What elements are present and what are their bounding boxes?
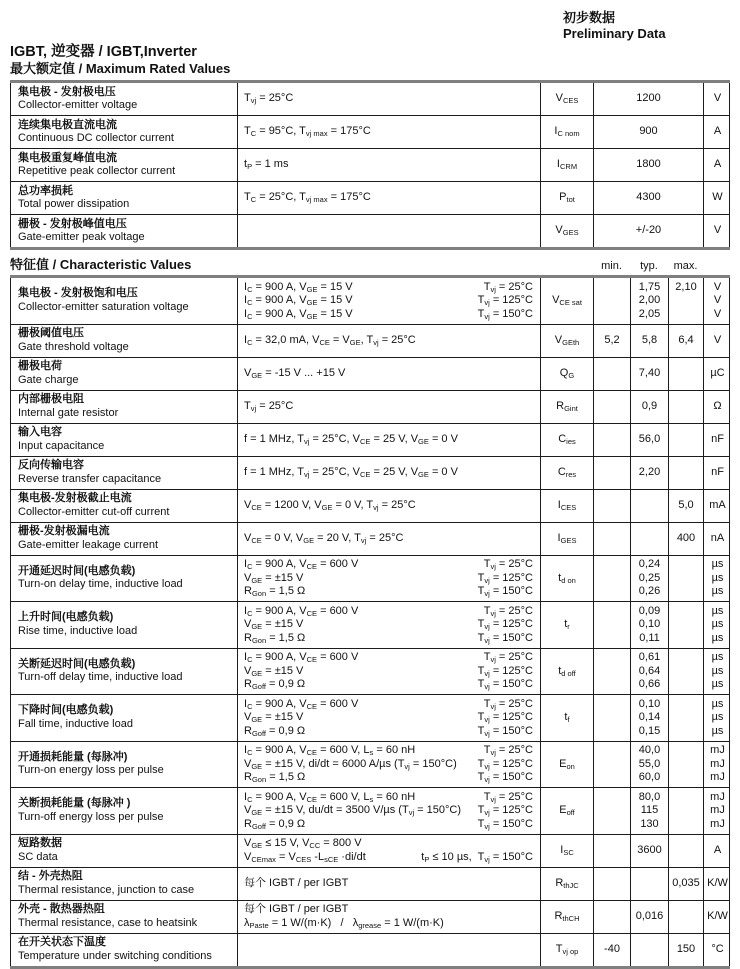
row-unit: V bbox=[713, 92, 722, 105]
parameter-name-en: Temperature under switching conditions bbox=[18, 949, 212, 962]
table-row bbox=[10, 835, 730, 868]
page-title: IGBT, 逆变器 / IGBT,Inverter bbox=[10, 44, 197, 60]
row-conditions: f = 1 MHz, $T_{vj} = 25^\circ C$, $V_{CE} = 25$ V, $V_{GE} = 0$ V bbox=[238, 457, 541, 489]
row-unit: nF bbox=[711, 465, 724, 478]
row-unit: Ω bbox=[713, 399, 722, 412]
row-conditions: $I_C = 900$ A, $V_{CE} = 600$ V $T_{vj} = 25^\circ C$ $V_{GE} = \pm 15$ V $T_{vj} = 125^\circ C$ $R_{Gon} = 1,5$ Ω $T_{vj} = 150^\circ C$ bbox=[238, 602, 541, 648]
row-conditions: $I_C = 900$ A, $V_{CE} = 600$ V, $L_s = 60$ nH $T_{vj} = 25^\circ C$ $V_{GE} = \pm 15$ V, du/dt = 3500 V/µs $(T_{vj} = 150^\circ C)$ $T_{vj} = 125^\circ C$ $R_{Goff} = 0,9$ Ω $T_{vj} = 150^\circ C$ bbox=[238, 788, 541, 834]
table-row bbox=[10, 278, 730, 325]
parameter-name-zh: 集电极-发射极截止电流 bbox=[18, 492, 132, 504]
parameter-name-zh: 内部栅极电阻 bbox=[18, 393, 84, 405]
parameter-name-en: Gate charge bbox=[18, 373, 79, 386]
row-parameter-name bbox=[11, 149, 238, 181]
row-min bbox=[594, 695, 631, 741]
row-unit: A bbox=[713, 158, 722, 171]
row-max bbox=[669, 742, 704, 788]
row-min bbox=[594, 742, 631, 788]
table-row bbox=[10, 523, 730, 556]
row-min bbox=[594, 649, 631, 695]
row-parameter-name bbox=[11, 835, 238, 867]
row-min bbox=[594, 868, 631, 900]
row-typ: 5,8 bbox=[631, 325, 669, 357]
row-typ bbox=[631, 868, 669, 900]
row-symbol: $t_r$ bbox=[541, 602, 594, 648]
row-symbol: $I_{C nom}$ bbox=[541, 116, 594, 148]
row-parameter-name bbox=[11, 391, 238, 423]
row-max: 6,4 bbox=[669, 325, 704, 357]
row-unit: A bbox=[713, 843, 722, 856]
row-symbol: $C_{ies}$ bbox=[541, 424, 594, 456]
parameter-name-zh: 开通延迟时间(电感负载) bbox=[18, 564, 136, 577]
row-max bbox=[669, 835, 704, 867]
table-row bbox=[10, 934, 730, 966]
row-max bbox=[669, 358, 704, 390]
parameter-name-en: Collector-emitter saturation voltage bbox=[18, 300, 189, 313]
row-symbol: $I_{SC}$ bbox=[541, 835, 594, 867]
parameter-name-zh: 输入电容 bbox=[18, 426, 62, 438]
table-row bbox=[10, 215, 730, 247]
row-value: 4300 bbox=[594, 182, 704, 214]
row-min bbox=[594, 835, 631, 867]
row-typ: 1,75 2,00 2,05 bbox=[631, 278, 669, 324]
row-symbol: $t_{d off}$ bbox=[541, 649, 594, 695]
row-min: 5,2 bbox=[594, 325, 631, 357]
table-row bbox=[10, 649, 730, 696]
parameter-name-zh: 总功率损耗 bbox=[18, 184, 73, 197]
table-row bbox=[10, 424, 730, 457]
parameter-name-en: Turn-off energy loss per pulse bbox=[18, 810, 164, 823]
row-unit: V V V bbox=[713, 280, 722, 320]
row-symbol: $P_{tot}$ bbox=[541, 182, 594, 214]
row-conditions: $V_{GE} \le 15$ V, $V_{CC} = 800$ V $V_{CEmax} = V_{CES}$ $-L_{sCE} \cdot di/dt$ $t_P \le 10$ µs, $T_{vj} = 150^\circ C$ bbox=[238, 835, 541, 867]
row-max bbox=[669, 424, 704, 456]
row-conditions: $V_{GE} = -15$ V ... +15 V bbox=[238, 358, 541, 390]
parameter-name-zh: 在开关状态下温度 bbox=[18, 936, 106, 948]
row-value: 1800 bbox=[594, 149, 704, 181]
table-row bbox=[10, 182, 730, 215]
row-unit: nA bbox=[710, 531, 725, 544]
row-parameter-name bbox=[11, 742, 238, 788]
row-value: 1200 bbox=[594, 83, 704, 115]
row-max: 400 bbox=[669, 523, 704, 555]
row-conditions bbox=[238, 215, 541, 247]
row-value: 900 bbox=[594, 116, 704, 148]
row-conditions: $V_{CE} = 1200$ V, $V_{GE} = 0$ V, $T_{vj} = 25^\circ C$ bbox=[238, 490, 541, 522]
row-unit: A bbox=[713, 125, 722, 138]
row-max bbox=[669, 901, 704, 933]
preliminary-data-zh: 初步数据 bbox=[563, 10, 616, 25]
parameter-name-en: Thermal resistance, case to heatsink bbox=[18, 916, 198, 929]
row-parameter-name bbox=[11, 424, 238, 456]
row-unit: mJ mJ mJ bbox=[710, 790, 725, 830]
table-row bbox=[10, 490, 730, 523]
row-typ: 0,24 0,25 0,26 bbox=[631, 556, 669, 602]
row-min bbox=[594, 901, 631, 933]
characteristic-values-table bbox=[10, 275, 730, 969]
table-row bbox=[10, 602, 730, 649]
row-typ: 40,0 55,0 60,0 bbox=[631, 742, 669, 788]
row-symbol: $t_f$ bbox=[541, 695, 594, 741]
row-typ: 2,20 bbox=[631, 457, 669, 489]
parameter-name-en: Thermal resistance, junction to case bbox=[18, 883, 195, 896]
parameter-name-zh: 外壳 - 散热器热阻 bbox=[18, 903, 105, 915]
row-unit: µC bbox=[710, 366, 725, 379]
parameter-name-en: Repetitive peak collector current bbox=[18, 165, 176, 177]
parameter-name-zh: 上升时间(电感负载) bbox=[18, 611, 114, 624]
row-conditions: $I_C = 900$ A, $V_{GE} = 15$ V $T_{vj} = 25^\circ C$ $I_C = 900$ A, $V_{GE} = 15$ V $T_{vj} = 125^\circ C$ $I_C = 900$ A, $V_{GE} = 15$ V $T_{vj} = 150^\circ C$ bbox=[238, 278, 541, 324]
row-max bbox=[669, 391, 704, 423]
row-conditions: $T_C = 25^\circ C$, $T_{vj max} = 175^\circ C$ bbox=[238, 182, 541, 214]
parameter-name-zh: 关断延迟时间(电感负载) bbox=[18, 657, 136, 670]
row-symbol: $V_{GEth}$ bbox=[541, 325, 594, 357]
row-conditions: $I_C = 32,0$ mA, $V_{CE} = V_{GE}$, $T_{vj} = 25^\circ C$ bbox=[238, 325, 541, 357]
row-typ: 0,61 0,64 0,66 bbox=[631, 649, 669, 695]
parameter-name-en: Input capacitance bbox=[18, 439, 105, 452]
parameter-name-zh: 结 - 外壳热阻 bbox=[18, 870, 83, 882]
parameter-name-zh: 连续集电极直流电流 bbox=[18, 118, 117, 131]
parameter-name-en: Continuous DC collector current bbox=[18, 132, 174, 144]
row-typ bbox=[631, 934, 669, 966]
row-symbol: $I_{CES}$ bbox=[541, 490, 594, 522]
row-unit: nF bbox=[711, 432, 724, 445]
row-symbol: $t_{d on}$ bbox=[541, 556, 594, 602]
row-symbol: $R_{thCH}$ bbox=[541, 901, 594, 933]
parameter-name-en: Total power dissipation bbox=[18, 198, 130, 210]
table-row bbox=[10, 868, 730, 901]
row-max: 5,0 bbox=[669, 490, 704, 522]
parameter-name-en: Internal gate resistor bbox=[18, 406, 119, 419]
row-min bbox=[594, 391, 631, 423]
table-row bbox=[10, 116, 730, 149]
table-row bbox=[10, 391, 730, 424]
row-symbol: $Q_G$ bbox=[541, 358, 594, 390]
row-typ: 0,016 bbox=[631, 901, 669, 933]
row-min bbox=[594, 556, 631, 602]
row-unit: °C bbox=[711, 942, 724, 955]
row-unit: µs µs µs bbox=[711, 651, 724, 690]
parameter-name-zh: 栅极 - 发射极峰值电压 bbox=[18, 217, 127, 230]
row-min bbox=[594, 523, 631, 555]
row-conditions: $I_C = 900$ A, $V_{CE} = 600$ V $T_{vj} = 25^\circ C$ $V_{GE} = \pm 15$ V $T_{vj} = 125^\circ C$ $R_{Gon} = 1,5$ Ω $T_{vj} = 150^\circ C$ bbox=[238, 556, 541, 602]
row-min bbox=[594, 457, 631, 489]
row-symbol: $E_{off}$ bbox=[541, 788, 594, 834]
parameter-name-en: Gate-emitter leakage current bbox=[18, 538, 159, 551]
row-conditions: f = 1 MHz, $T_{vj} = 25^\circ C$, $V_{CE} = 25$ V, $V_{GE} = 0$ V bbox=[238, 424, 541, 456]
row-symbol: $C_{res}$ bbox=[541, 457, 594, 489]
row-typ bbox=[631, 490, 669, 522]
row-typ: 0,09 0,10 0,11 bbox=[631, 602, 669, 648]
row-unit: W bbox=[712, 191, 723, 204]
characteristic-values-heading: 特征值 / Characteristic Values bbox=[10, 257, 192, 272]
parameter-name-en: Turn-off delay time, inductive load bbox=[18, 671, 183, 684]
row-min bbox=[594, 788, 631, 834]
row-conditions: $I_C = 900$ A, $V_{CE} = 600$ V, $L_s = 60$ nH $T_{vj} = 25^\circ C$ $V_{GE} = \pm 15$ V, di/dt = 6000 A/µs $(T_{vj} = 150^\circ C)$ $T_{vj} = 125^\circ C$ $R_{Gon} = 1,5$ Ω $T_{vj} = 150^\circ C$ bbox=[238, 742, 541, 788]
row-parameter-name bbox=[11, 278, 238, 324]
table-row bbox=[10, 788, 730, 835]
row-unit: K/W bbox=[707, 876, 728, 889]
characteristic-values-heading-row bbox=[10, 257, 730, 275]
row-min bbox=[594, 424, 631, 456]
row-parameter-name bbox=[11, 695, 238, 741]
row-parameter-name bbox=[11, 490, 238, 522]
row-conditions: $I_C = 900$ A, $V_{CE} = 600$ V $T_{vj} = 25^\circ C$ $V_{GE} = \pm 15$ V $T_{vj} = 125^\circ C$ $R_{Goff} = 0,9$ Ω $T_{vj} = 150^\circ C$ bbox=[238, 695, 541, 741]
row-parameter-name bbox=[11, 788, 238, 834]
table-row bbox=[10, 695, 730, 742]
row-conditions bbox=[238, 934, 541, 966]
row-parameter-name bbox=[11, 182, 238, 214]
row-parameter-name bbox=[11, 215, 238, 247]
max-rated-values-heading: 最大额定值 / Maximum Rated Values bbox=[10, 61, 231, 76]
table-row bbox=[10, 83, 730, 116]
parameter-name-zh: 栅极-发射极漏电流 bbox=[18, 525, 110, 537]
parameter-name-zh: 反向传输电容 bbox=[18, 459, 84, 471]
row-conditions: $V_{CE} = 0$ V, $V_{GE} = 20$ V, $T_{vj} = 25^\circ C$ bbox=[238, 523, 541, 555]
row-parameter-name bbox=[11, 602, 238, 648]
parameter-name-en: Fall time, inductive load bbox=[18, 717, 133, 730]
table-row bbox=[10, 901, 730, 934]
row-conditions: $T_C = 95^\circ C$, $T_{vj max} = 175^\circ C$ bbox=[238, 116, 541, 148]
parameter-name-zh: 栅极电荷 bbox=[18, 360, 62, 372]
row-parameter-name bbox=[11, 934, 238, 966]
row-typ: 0,9 bbox=[631, 391, 669, 423]
row-parameter-name bbox=[11, 649, 238, 695]
table-row bbox=[10, 325, 730, 358]
parameter-name-zh: 开通损耗能量 (每脉冲) bbox=[18, 750, 128, 763]
row-max bbox=[669, 602, 704, 648]
row-parameter-name bbox=[11, 325, 238, 357]
row-parameter-name bbox=[11, 116, 238, 148]
row-parameter-name bbox=[11, 901, 238, 933]
table-row bbox=[10, 149, 730, 182]
row-conditions: $T_{vj} = 25^\circ C$ bbox=[238, 391, 541, 423]
row-typ: 56,0 bbox=[631, 424, 669, 456]
row-value: +/-20 bbox=[594, 215, 704, 247]
row-typ: 0,10 0,14 0,15 bbox=[631, 695, 669, 741]
row-unit: V bbox=[713, 224, 722, 237]
row-symbol: $E_{on}$ bbox=[541, 742, 594, 788]
table-row bbox=[10, 358, 730, 391]
parameter-name-zh: 栅极阈值电压 bbox=[18, 327, 84, 339]
parameter-name-zh: 短路数据 bbox=[18, 837, 62, 849]
row-max bbox=[669, 556, 704, 602]
row-conditions: $I_C = 900$ A, $V_{CE} = 600$ V $T_{vj} = 25^\circ C$ $V_{GE} = \pm 15$ V $T_{vj} = 125^\circ C$ $R_{Goff} = 0,9$ Ω $T_{vj} = 150^\circ C$ bbox=[238, 649, 541, 695]
row-symbol: $R_{thJC}$ bbox=[541, 868, 594, 900]
row-unit: µs µs µs bbox=[711, 558, 724, 597]
parameter-name-zh: 关断损耗能量 (每脉冲 ) bbox=[18, 797, 131, 810]
row-max: 2,10 bbox=[669, 278, 704, 324]
row-max bbox=[669, 457, 704, 489]
parameter-name-en: SC data bbox=[18, 850, 58, 863]
row-typ: 80,0 115 130 bbox=[631, 788, 669, 834]
row-symbol: $V_{GES}$ bbox=[541, 215, 594, 247]
table-row bbox=[10, 457, 730, 490]
parameter-name-en: Turn-on delay time, inductive load bbox=[18, 578, 183, 591]
row-unit: K/W bbox=[707, 909, 728, 922]
row-parameter-name bbox=[11, 457, 238, 489]
row-unit: V bbox=[713, 333, 722, 346]
parameter-name-en: Reverse transfer capacitance bbox=[18, 472, 162, 485]
preliminary-data-en: Preliminary Data bbox=[563, 26, 666, 41]
table-row bbox=[10, 556, 730, 603]
parameter-name-zh: 下降时间(电感负载) bbox=[18, 704, 114, 717]
row-typ: 3600 bbox=[631, 835, 669, 867]
row-min bbox=[594, 278, 631, 324]
row-symbol: $I_{GES}$ bbox=[541, 523, 594, 555]
parameter-name-en: Collector-emitter voltage bbox=[18, 99, 138, 111]
parameter-name-zh: 集电极 - 发射极饱和电压 bbox=[18, 287, 138, 300]
row-parameter-name bbox=[11, 556, 238, 602]
row-conditions: 每个 IGBT / per IGBT bbox=[238, 868, 541, 900]
row-symbol: $R_{Gint}$ bbox=[541, 391, 594, 423]
row-symbol: $T_{vj op}$ bbox=[541, 934, 594, 966]
column-header-min: min. bbox=[601, 259, 622, 272]
row-conditions: $T_{vj} = 25^\circ C$ bbox=[238, 83, 541, 115]
row-min bbox=[594, 358, 631, 390]
row-max: 0,035 bbox=[669, 868, 704, 900]
row-typ bbox=[631, 523, 669, 555]
parameter-name-en: Gate threshold voltage bbox=[18, 340, 129, 353]
row-min bbox=[594, 602, 631, 648]
row-conditions: 每个 IGBT / per IGBT $\lambda_{Paste} = 1$ $W/(m\cdot K) / \lambda_{grease} = 1$ W/(m·K) bbox=[238, 901, 541, 933]
parameter-name-en: Gate-emitter peak voltage bbox=[18, 231, 145, 243]
row-typ: 7,40 bbox=[631, 358, 669, 390]
row-unit: mA bbox=[709, 498, 726, 511]
datasheet-content bbox=[10, 8, 730, 969]
row-parameter-name bbox=[11, 523, 238, 555]
row-min bbox=[594, 490, 631, 522]
row-symbol: $V_{CE sat}$ bbox=[541, 278, 594, 324]
row-parameter-name bbox=[11, 868, 238, 900]
row-max bbox=[669, 649, 704, 695]
row-unit: µs µs µs bbox=[711, 604, 724, 644]
row-conditions: $t_P = 1$ ms bbox=[238, 149, 541, 181]
parameter-name-en: Rise time, inductive load bbox=[18, 624, 138, 637]
parameter-name-en: Turn-on energy loss per pulse bbox=[18, 764, 164, 777]
column-header-typ: typ. bbox=[640, 259, 658, 272]
parameter-name-en: Collector-emitter cut-off current bbox=[18, 505, 170, 518]
row-parameter-name bbox=[11, 83, 238, 115]
table-row bbox=[10, 742, 730, 789]
max-rated-values-table bbox=[10, 80, 730, 250]
row-max bbox=[669, 788, 704, 834]
row-max bbox=[669, 695, 704, 741]
parameter-name-zh: 集电极重复峰值电流 bbox=[18, 151, 117, 164]
row-min: -40 bbox=[594, 934, 631, 966]
row-unit: µs µs µs bbox=[711, 697, 724, 737]
row-parameter-name bbox=[11, 358, 238, 390]
row-symbol: $V_{CES}$ bbox=[541, 83, 594, 115]
column-header-max: max. bbox=[673, 259, 698, 272]
row-unit: mJ mJ mJ bbox=[710, 744, 725, 783]
row-max: 150 bbox=[669, 934, 704, 966]
row-symbol: $I_{CRM}$ bbox=[541, 149, 594, 181]
parameter-name-zh: 集电极 - 发射极电压 bbox=[18, 85, 116, 98]
